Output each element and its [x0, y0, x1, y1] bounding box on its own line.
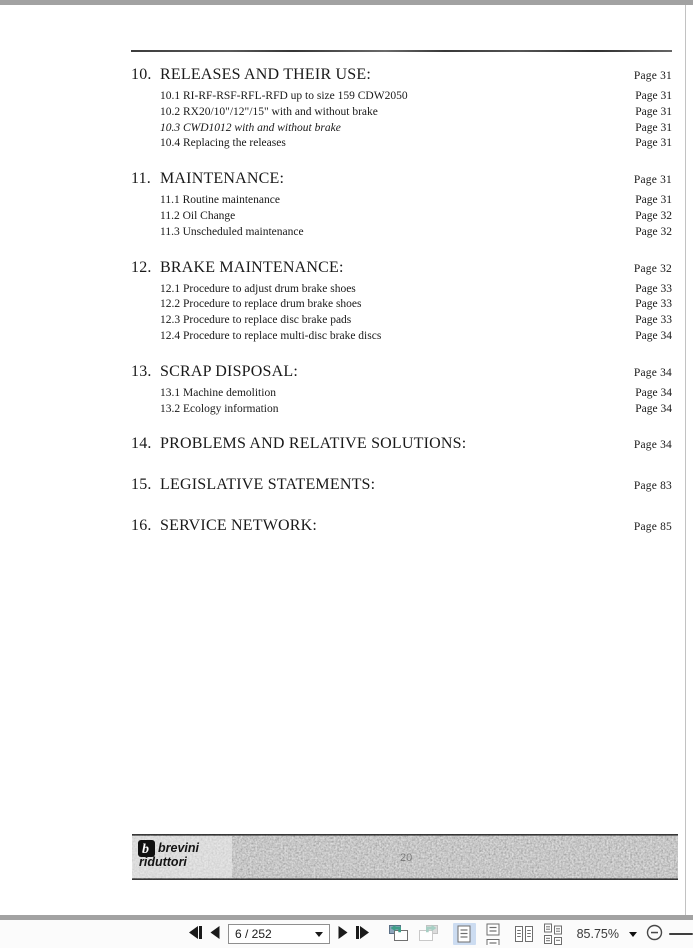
- toc-subitem: [131, 282, 672, 298]
- toc-page: Page 34: [633, 366, 672, 379]
- toc-subitem-label: 10.2 RX20/10"/12"/15" with and without brake: [160, 105, 378, 118]
- table-of-contents: [131, 65, 672, 537]
- toc-page: Page 85: [633, 521, 672, 534]
- toc-subitem-page: Page 31: [635, 105, 672, 118]
- toc-subitem-page: Page 34: [635, 402, 672, 415]
- toc-number: 14.: [131, 435, 152, 453]
- two-page-view-button[interactable]: [513, 923, 536, 945]
- toc-subitem-label: 12.3 Procedure to replace disc brake pads: [160, 314, 352, 327]
- zoom-slider[interactable]: [669, 933, 693, 936]
- toc-title: LEGISLATIVE STATEMENTS:: [160, 476, 376, 494]
- next-view-icon: [417, 924, 439, 945]
- toc-heading: [131, 258, 672, 279]
- footer-logo-graphic: [132, 834, 678, 880]
- toc-subitem: [131, 193, 672, 209]
- page-edge-line: [685, 5, 686, 915]
- two-page-continuous-view-icon: [542, 923, 565, 945]
- page-number-value: 6 / 252: [235, 927, 272, 941]
- toc-subitem-label: 11.3 Unscheduled maintenance: [160, 225, 304, 238]
- brand-logo-glyph: b: [142, 842, 149, 857]
- first-page-button[interactable]: [188, 926, 202, 942]
- toc-section: [131, 475, 672, 496]
- toc-title: BRAKE MAINTENANCE:: [160, 258, 344, 276]
- toc-heading: [131, 475, 672, 496]
- brand-name-line1: brevini: [158, 841, 199, 855]
- toc-section: [131, 65, 672, 152]
- toc-subitem: [131, 136, 672, 152]
- document-viewport[interactable]: [0, 5, 693, 915]
- continuous-view-button[interactable]: [482, 923, 505, 945]
- next-view-button[interactable]: [417, 924, 439, 945]
- footer-logo-band: [132, 834, 678, 880]
- toc-subitem-page: Page 33: [635, 314, 672, 327]
- toc-title: SCRAP DISPOSAL:: [160, 362, 299, 380]
- toc-title: SERVICE NETWORK:: [160, 517, 318, 535]
- toc-subitem-page: Page 31: [635, 137, 672, 150]
- zoom-out-button[interactable]: [646, 924, 663, 944]
- single-page-view-button[interactable]: [453, 923, 476, 945]
- two-page-continuous-view-button[interactable]: [542, 923, 565, 945]
- toc-subitem-label: 13.2 Ecology information: [160, 402, 279, 415]
- two-page-view-icon: [513, 923, 536, 945]
- toc-section: [131, 169, 672, 240]
- toc-title: PROBLEMS AND RELATIVE SOLUTIONS:: [160, 435, 467, 453]
- toc-subitem-label: 10.3 CWD1012 with and without brake: [160, 121, 341, 134]
- toc-subitem-label: 10.4 Replacing the releases: [160, 137, 286, 150]
- first-page-icon: [188, 926, 202, 942]
- toc-number: 10.: [131, 66, 152, 83]
- brand-name-line2: riduttori: [139, 855, 187, 869]
- toc-subitem-label: 10.1 RI-RF-RSF-RFL-RFD up to size 159 CDW2050: [160, 90, 408, 102]
- previous-view-icon: [388, 924, 410, 945]
- toc-section: [131, 434, 672, 455]
- toc-number: 12.: [131, 258, 152, 276]
- header-rule: [131, 50, 672, 52]
- toc-title: MAINTENANCE:: [160, 170, 285, 188]
- toc-heading: [131, 434, 672, 455]
- toc-number: 11.: [131, 170, 152, 188]
- toc-page: Page 31: [633, 70, 672, 82]
- document-page: [131, 50, 672, 557]
- toc-section: [131, 362, 672, 418]
- toc-subitem-label: 13.1 Machine demolition: [160, 386, 276, 399]
- toc-heading: [131, 362, 672, 383]
- scan-center-mark: 20: [400, 852, 413, 864]
- minus-circle-icon: [646, 924, 663, 944]
- zoom-level-label: 85.75%: [576, 927, 619, 941]
- toc-subitem-label: 12.4 Procedure to replace multi-disc brake discs: [160, 329, 382, 342]
- toc-subitem-page: Page 33: [635, 298, 672, 311]
- toc-subitem: [131, 329, 672, 345]
- single-page-view-icon: [453, 923, 476, 945]
- toc-subitem-page: Page 32: [635, 225, 672, 238]
- continuous-view-icon: [482, 923, 505, 945]
- chevron-down-icon: [629, 932, 637, 937]
- toc-subitem-label: 12.1 Procedure to adjust drum brake shoes: [160, 282, 356, 295]
- previous-page-icon: [210, 926, 220, 942]
- toc-section: [131, 516, 672, 537]
- zoom-dropdown-button[interactable]: [629, 932, 637, 937]
- toc-section: [131, 258, 672, 345]
- toc-subitem: [131, 386, 672, 402]
- toc-page: Page 83: [633, 480, 672, 493]
- toc-heading: [131, 65, 672, 86]
- previous-page-button[interactable]: [210, 926, 220, 942]
- toc-subitem-page: Page 31: [635, 121, 672, 134]
- toc-subitem: [131, 209, 672, 225]
- toc-page: Page 34: [633, 439, 672, 452]
- toc-subitem-page: Page 31: [635, 194, 672, 207]
- toc-subitem: [131, 225, 672, 241]
- page-number-input[interactable]: [228, 924, 330, 944]
- next-page-icon: [338, 926, 348, 942]
- next-page-button[interactable]: [338, 926, 348, 942]
- toc-subitem: [131, 313, 672, 329]
- toc-subitem-page: Page 33: [635, 282, 672, 295]
- status-toolbar: [0, 920, 693, 948]
- toc-heading: [131, 516, 672, 537]
- toc-page: Page 31: [633, 174, 672, 187]
- toc-subitem: [131, 105, 672, 121]
- toc-title: RELEASES AND THEIR USE:: [160, 66, 371, 83]
- toc-subitem-label: 12.2 Procedure to replace drum brake shoes: [160, 298, 362, 311]
- toc-subitem-label: 11.2 Oil Change: [160, 209, 236, 222]
- toc-subitem-page: Page 31: [635, 90, 672, 102]
- toc-subitem: [131, 121, 672, 137]
- last-page-icon: [356, 926, 370, 942]
- toc-subitem: [131, 297, 672, 313]
- toc-subitem: [131, 402, 672, 418]
- toc-subitem-page: Page 34: [635, 329, 672, 342]
- previous-view-button[interactable]: [388, 924, 410, 945]
- toc-number: 13.: [131, 362, 152, 380]
- page-dropdown-icon: [315, 932, 323, 937]
- toc-subitem-page: Page 34: [635, 386, 672, 399]
- toc-heading: [131, 169, 672, 190]
- toc-number: 15.: [131, 476, 152, 494]
- last-page-button[interactable]: [356, 926, 370, 942]
- toc-subitem-page: Page 32: [635, 209, 672, 222]
- toc-subitem: [131, 89, 672, 105]
- toc-subitem-label: 11.1 Routine maintenance: [160, 194, 280, 207]
- toc-page: Page 32: [633, 262, 672, 275]
- toc-number: 16.: [131, 517, 152, 535]
